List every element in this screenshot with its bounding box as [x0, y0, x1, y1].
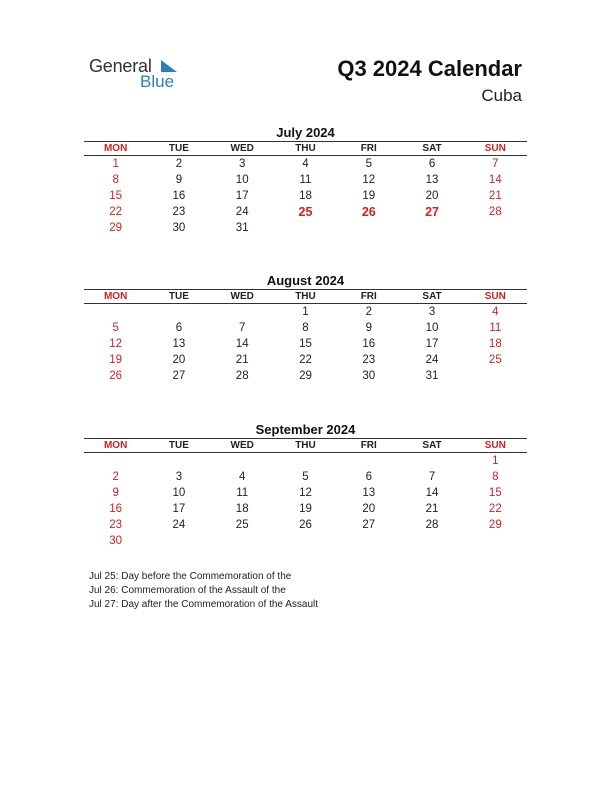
empty-day-cell	[464, 368, 527, 384]
weekday-label: MON	[103, 291, 128, 302]
day-cell: 3	[239, 158, 246, 170]
weekday-label: MON	[103, 440, 128, 451]
day-cell: 2	[112, 471, 119, 483]
empty-day-cell	[147, 453, 210, 469]
day-cell: 11	[299, 174, 312, 186]
weekday-label: MON	[103, 143, 128, 154]
day-cell: 12	[362, 174, 376, 186]
week-row	[84, 469, 527, 485]
day-cell: 16	[362, 338, 376, 350]
day-cell: 5	[302, 471, 309, 483]
day-cell: 22	[488, 503, 502, 515]
logo-text-general: General	[89, 56, 152, 76]
day-cell: 13	[425, 174, 439, 186]
day-cell: 18	[235, 503, 249, 515]
day-cell: 11	[489, 322, 502, 334]
weekday-label: THU	[295, 143, 316, 154]
empty-day-cell	[84, 304, 147, 320]
day-cell: 19	[362, 190, 376, 202]
day-cell: 19	[299, 503, 312, 515]
holiday-note: Jul 25: Day before the Commemoration of the	[89, 571, 292, 582]
generalblue-logo	[89, 56, 189, 96]
weekday-label: TUE	[168, 291, 189, 302]
day-cell: 31	[425, 370, 439, 382]
day-cell: 21	[488, 190, 502, 202]
day-cell: 19	[109, 354, 123, 366]
month-title: September 2024	[255, 422, 356, 437]
empty-day-cell	[400, 220, 463, 236]
empty-day-cell	[147, 533, 210, 549]
day-cell: 9	[365, 322, 372, 334]
week-row	[84, 204, 527, 220]
empty-day-cell	[211, 304, 274, 320]
empty-day-cell	[400, 533, 463, 549]
month-title: August 2024	[266, 273, 345, 288]
week-row	[84, 517, 527, 533]
day-cell: 26	[109, 370, 123, 382]
day-cell: 21	[425, 503, 439, 515]
weekday-label: FRI	[360, 143, 377, 154]
day-cell: 6	[175, 322, 183, 334]
weekday-label: WED	[230, 440, 254, 451]
day-cell: 24	[235, 206, 249, 218]
weekday-label: FRI	[360, 291, 377, 302]
week-row	[84, 336, 527, 352]
day-cell: 11	[236, 487, 249, 499]
empty-day-cell	[337, 453, 400, 469]
week-row	[84, 320, 527, 336]
weekday-label: SUN	[484, 291, 506, 302]
week-row	[84, 172, 527, 188]
day-cell: 4	[302, 158, 309, 170]
month-calendar	[84, 422, 527, 549]
day-cell: 28	[488, 206, 502, 218]
week-row	[84, 533, 527, 549]
day-cell: 15	[299, 338, 312, 350]
day-cell: 23	[172, 206, 186, 218]
day-cell: 10	[235, 174, 249, 186]
day-cell: 13	[172, 338, 186, 350]
month-calendar	[84, 273, 527, 384]
day-cell: 30	[172, 222, 186, 234]
day-cell: 3	[428, 306, 436, 318]
empty-day-cell	[211, 453, 274, 469]
empty-day-cell	[464, 533, 527, 549]
day-cell: 9	[175, 174, 183, 186]
day-cell: 24	[172, 519, 186, 531]
weekday-label: SAT	[422, 291, 442, 302]
day-cell: 30	[109, 535, 123, 547]
weekday-label: FRI	[360, 440, 377, 451]
weekday-label: WED	[230, 143, 254, 154]
day-cell: 27	[362, 519, 376, 531]
empty-day-cell	[464, 220, 527, 236]
empty-day-cell	[211, 533, 274, 549]
day-cell: 18	[488, 338, 502, 350]
day-cell: 29	[299, 370, 312, 382]
day-cell: 6	[428, 158, 436, 170]
empty-day-cell	[274, 220, 337, 236]
weekday-label: SAT	[422, 440, 442, 451]
day-cell: 25	[298, 205, 313, 219]
day-cell: 4	[492, 306, 499, 318]
weekday-label: THU	[295, 291, 316, 302]
day-cell: 8	[112, 174, 119, 186]
weekday-label: SUN	[484, 440, 506, 451]
weekday-header	[84, 141, 527, 156]
weekday-label: SUN	[484, 143, 506, 154]
empty-day-cell	[274, 533, 337, 549]
day-cell: 28	[235, 370, 249, 382]
weekday-label: TUE	[168, 143, 189, 154]
day-cell: 26	[299, 519, 312, 531]
week-row	[84, 188, 527, 204]
empty-day-cell	[400, 453, 463, 469]
month-calendar	[84, 125, 527, 236]
day-cell: 3	[175, 471, 183, 483]
day-cell: 7	[492, 158, 499, 170]
day-cell: 25	[235, 519, 249, 531]
week-row	[84, 501, 527, 517]
weekday-label: SAT	[422, 143, 442, 154]
day-cell: 17	[425, 338, 439, 350]
day-cell: 23	[362, 354, 376, 366]
day-cell: 6	[365, 471, 372, 483]
day-cell: 12	[299, 487, 312, 499]
day-cell: 1	[492, 455, 499, 467]
week-row	[84, 453, 527, 469]
weekday-label: TUE	[168, 440, 189, 451]
day-cell: 14	[488, 174, 502, 186]
logo-triangle-icon	[161, 60, 177, 72]
empty-day-cell	[337, 533, 400, 549]
day-cell: 7	[239, 322, 246, 334]
day-cell: 5	[365, 158, 372, 170]
holiday-note: Jul 27: Day after the Commemoration of the Assault	[89, 599, 318, 610]
weekday-label: WED	[230, 291, 254, 302]
day-cell: 27	[425, 205, 439, 219]
day-cell: 24	[425, 354, 439, 366]
day-cell: 29	[488, 519, 502, 531]
day-cell: 2	[365, 306, 372, 318]
day-cell: 1	[302, 306, 309, 318]
day-cell: 18	[299, 190, 312, 202]
weekday-label: THU	[295, 440, 316, 451]
day-cell: 2	[175, 158, 183, 170]
day-cell: 20	[425, 190, 439, 202]
day-cell: 7	[428, 471, 436, 483]
day-cell: 5	[112, 322, 119, 334]
empty-day-cell	[337, 220, 400, 236]
day-cell: 8	[302, 322, 309, 334]
day-cell: 21	[235, 354, 249, 366]
week-row	[84, 220, 527, 236]
day-cell: 26	[361, 205, 376, 219]
day-cell: 22	[299, 354, 312, 366]
empty-day-cell	[84, 453, 147, 469]
week-row	[84, 368, 527, 384]
weekday-header	[84, 289, 527, 304]
day-cell: 1	[112, 158, 119, 170]
day-cell: 16	[109, 503, 123, 515]
day-cell: 15	[488, 487, 502, 499]
day-cell: 9	[112, 487, 119, 499]
week-row	[84, 156, 527, 172]
day-cell: 8	[492, 471, 499, 483]
country-name: Cuba	[481, 86, 522, 105]
week-row	[84, 352, 527, 368]
day-cell: 13	[362, 487, 376, 499]
day-cell: 16	[172, 190, 186, 202]
day-cell: 23	[109, 519, 123, 531]
day-cell: 20	[362, 503, 376, 515]
empty-day-cell	[147, 304, 210, 320]
day-cell: 27	[172, 370, 186, 382]
day-cell: 17	[235, 190, 249, 202]
day-cell: 14	[235, 338, 249, 350]
day-cell: 10	[425, 322, 439, 334]
day-cell: 20	[172, 354, 186, 366]
day-cell: 22	[109, 206, 123, 218]
day-cell: 29	[109, 222, 123, 234]
day-cell: 15	[109, 190, 123, 202]
holiday-notes	[89, 570, 318, 612]
day-cell: 31	[235, 222, 249, 234]
logo-text-blue: Blue	[140, 72, 175, 91]
week-row	[84, 304, 527, 320]
day-cell: 28	[425, 519, 439, 531]
holiday-note: Jul 26: Commemoration of the Assault of the	[89, 585, 286, 596]
empty-day-cell	[274, 453, 337, 469]
month-title: July 2024	[276, 125, 335, 140]
day-cell: 10	[172, 487, 186, 499]
weekday-header	[84, 438, 527, 453]
day-cell: 4	[239, 471, 246, 483]
day-cell: 17	[172, 503, 186, 515]
page-title: Q3 2024 Calendar	[337, 56, 522, 81]
day-cell: 25	[488, 354, 502, 366]
day-cell: 12	[109, 338, 123, 350]
week-row	[84, 485, 527, 501]
day-cell: 14	[425, 487, 439, 499]
day-cell: 30	[362, 370, 376, 382]
